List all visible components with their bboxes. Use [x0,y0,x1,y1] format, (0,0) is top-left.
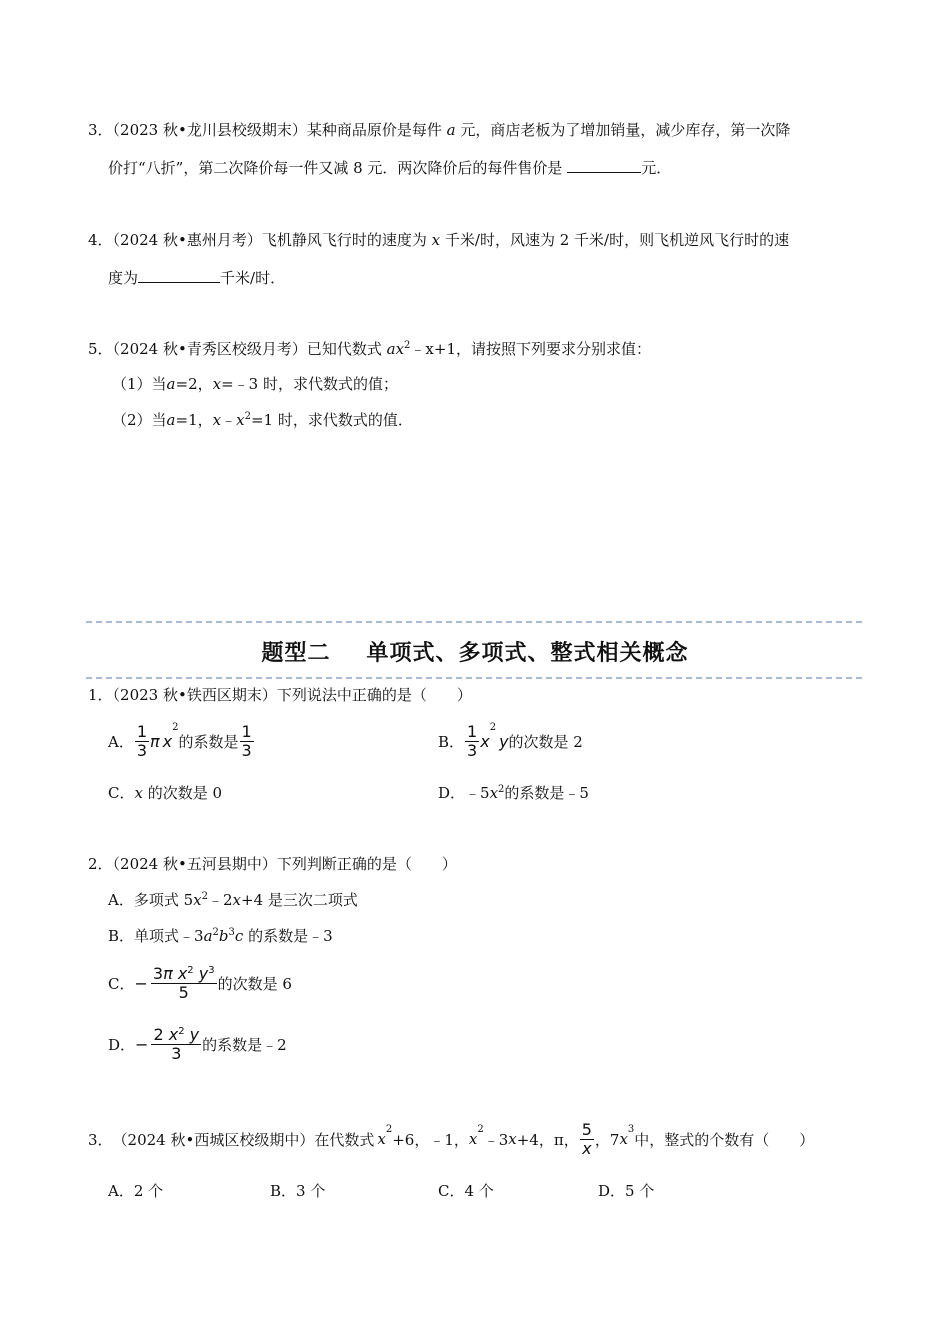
q4-line1: 4．（2024 秋•惠州月考）飞机静风飞行时的速度为 x 千米/时，风速为 2 千米/时，则飞机逆风飞行时的速 [88,231,790,249]
fraction: $\frac{5}{x}$ [581,1119,592,1158]
fraction: $\frac{1}{3}$ [467,721,478,760]
answer-blank[interactable] [567,158,641,173]
s2q2-source: （2024 秋•五河县期中） [112,855,277,873]
answer-blank[interactable] [138,268,220,283]
s2q2-option-a[interactable]: A．多项式 $5x^2﹣2x+4$ 是三次二项式 [108,891,358,909]
q5-part2: （2）当a=1，$x﹣x^2=1$ 时，求代数式的值． [112,411,413,429]
s2q1-option-a[interactable]: A． $\frac{1}{3}$ π x 2 的系数是 $\frac{1}{3}$ [108,721,252,760]
fraction: $\frac{2 x^2 y}{3}$ [153,1024,200,1063]
s2q1-option-b[interactable]: B． $\frac{1}{3}$ x 2 y 的次数是 2 [438,721,583,760]
q5-number: 5． [88,340,113,358]
fraction: $\frac{1}{3}$ [136,721,148,760]
q5-part1: （1）当a=2，x=﹣3 时，求代数式的值； [112,375,398,393]
q5-source: （2024 秋•青秀区校级月考） [112,340,307,358]
q3-source: （2023 秋•龙川县校级期末） [112,121,307,139]
section-divider-top [86,621,862,623]
q3-line1: 3．（2023 秋•龙川县校级期末）某种商品原价是每件 a 元，商店老板为了增加销量，减少库存，第一次降 [88,121,791,139]
fraction: $\frac{1}{3}$ [241,721,252,760]
s2q1-option-d[interactable]: D．$﹣5x^2$的系数是﹣5 [438,784,589,802]
q3-line2: 价打“八折”，第二次降价每一件又减 8 元．两次降价后的每件售价是 元． [108,159,672,177]
s2q2-number: 2． [88,855,113,873]
s2q1-option-c[interactable]: C．x 的次数是 0 [108,784,223,802]
fraction: $\frac{3\pi x^2 y^3}{5}$ [152,963,215,1002]
q4-number: 4． [88,231,113,249]
s2q1-number: 1． [88,686,113,704]
s2q2-option-c[interactable]: C． − $\frac{3\pi x^2 y^3}{5}$ 的次数是 6 [108,963,292,1002]
s2q3-option-c[interactable]: C．4 个 [438,1182,494,1200]
s2q3-stem: 3． （2024 秋•西城区校级期中） 在代数式 x 2 +6，﹣1， x 2 ﹣3 x +4，π， $\frac{5}{x}$ ，7 x 3 中，整式的个数有（ ） [88,1119,815,1158]
s2q3-number: 3． [88,1130,113,1149]
q5-stem: 5．（2024 秋•青秀区校级月考）已知代数式 $ax^2﹣x+1$，请按照下列要求分别求值： [88,340,651,358]
s2q2-stem: 2．（2024 秋•五河县期中）下列判断正确的是（ ） [88,855,457,873]
s2q1-stem: 1．（2023 秋•铁西区期末）下列说法中正确的是（ ） [88,686,472,704]
s2q3-source: （2024 秋•西城区校级期中） [112,1130,315,1149]
q4-source: （2024 秋•惠州月考） [112,231,262,249]
s2q3-option-a[interactable]: A．2 个 [108,1182,164,1200]
s2q2-option-b[interactable]: B．单项式$﹣3a^2b^3c$ 的系数是﹣3 [108,927,333,945]
s2q3-option-b[interactable]: B．3 个 [270,1182,326,1200]
s2q2-option-d[interactable]: D． − $\frac{2 x^2 y}{3}$ 的系数是﹣2 [108,1024,287,1063]
q3-number: 3． [88,121,113,139]
s2q3-option-d[interactable]: D．5 个 [598,1182,655,1200]
q4-line2: 度为 千米/时． [108,269,286,287]
section-title: 题型二 单项式、多项式、整式相关概念 [261,641,689,666]
s2q1-source: （2023 秋•铁西区期末） [112,686,277,704]
section-divider-bottom [86,677,862,679]
